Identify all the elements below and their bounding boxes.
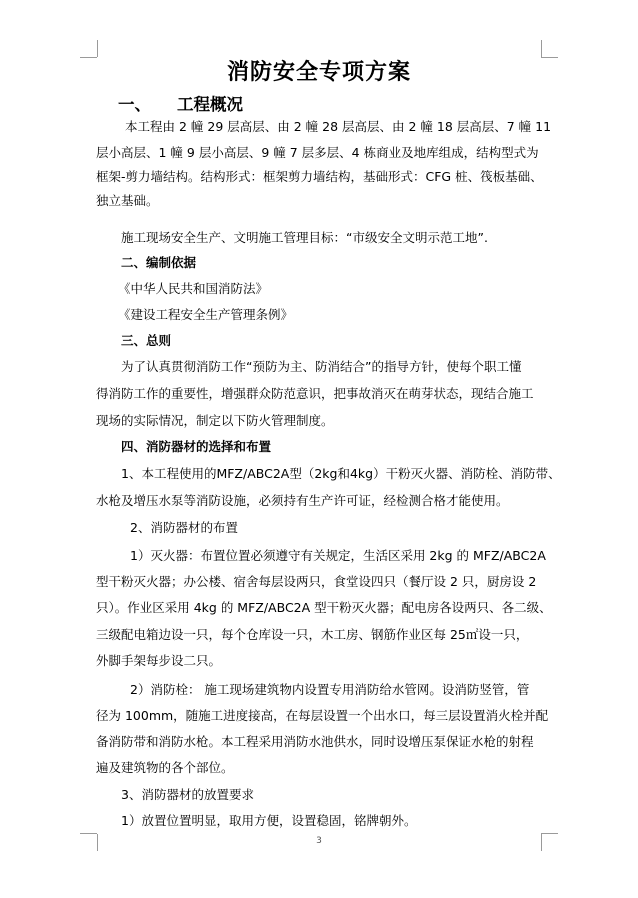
page-number: 3 — [316, 836, 322, 846]
section4-item2-2-line-2: 径为 100mm，随施工进度接高，在每层设置一个出水口，每三层设置消火栓并配 — [96, 708, 549, 723]
section1-goal: 施工现场安全生产、文明施工管理目标：“市级安全文明示范工地”. — [121, 230, 488, 245]
section1-title: 工程概况 — [177, 95, 243, 114]
section2-heading: 二、编制依据 — [121, 255, 197, 270]
crop-mark-bottom-left-h — [80, 833, 97, 834]
section4-item2-heading: 2、消防器材的布置 — [130, 520, 238, 535]
crop-mark-top-left-v — [97, 40, 98, 57]
section4-item2-1-line-2: 型干粉灭火器；办公楼、宿舍每层设两只，食堂设四只（餐厅设 2 只，厨房设 2 — [96, 574, 537, 589]
section2-item-2: 《建设工程安全生产管理条例》 — [118, 307, 294, 322]
section4-item2-1-line-5: 外脚手架每步设二只。 — [96, 653, 222, 668]
section2-item-1: 《中华人民共和国消防法》 — [118, 281, 269, 296]
section4-item2-1-line-1: 1）灭火器：布置位置必须遵守有关规定，生活区采用 2kg 的 MFZ/ABC2A — [130, 548, 546, 563]
section1-number: 一、 — [118, 95, 151, 114]
section4-item3-heading: 3、消防器材的放置要求 — [121, 787, 254, 802]
section3-line-3: 现场的实际情况，制定以下防火管理制度。 — [96, 413, 334, 428]
section4-item3-1: 1）放置位置明显，取用方便，设置稳固，铭牌朝外。 — [121, 813, 417, 828]
crop-mark-top-right-v — [541, 40, 542, 57]
section4-item2-2-line-1: 2）消防栓： 施工现场建筑物内设置专用消防给水管网。设消防竖管，管 — [130, 682, 530, 697]
section1-para-line-1: 本工程由 2 幢 29 层高层、由 2 幢 28 层高层、由 2 幢 18 层高层、7 幢 11 — [125, 119, 552, 134]
section3-line-1: 为了认真贯彻消防工作“预防为主、防消结合”的指导方针，使每个职工懂 — [121, 359, 522, 374]
section4-item2-1-line-3: 只）。作业区采用 4kg 的 MFZ/ABC2A 型干粉灭火器；配电房各设两只、各二级、 — [96, 600, 552, 615]
section4-heading: 四、消防器材的选择和布置 — [121, 439, 272, 454]
section4-item2-2-line-3: 备消防带和消防水枪。本工程采用消防水池供水，同时设增压泵保证水枪的射程 — [96, 734, 534, 749]
document-title: 消防安全专项方案 — [226, 60, 411, 85]
crop-mark-bottom-right-h — [541, 833, 558, 834]
section1-para-line-2: 层小高层、1 幢 9 层小高层、9 幢 7 层多层、4 栋商业及地库组成，结构型式为 — [96, 145, 539, 160]
section3-heading: 三、总则 — [121, 333, 172, 348]
section1-para-line-4: 独立基础。 — [96, 193, 159, 208]
section4-item2-1-line-4: 三级配电箱边设一只，每个仓库设一只，木工房、钢筋作业区每 25㎡设一只， — [96, 627, 529, 642]
section4-item2-2-line-4: 遍及建筑物的各个部位。 — [96, 760, 234, 775]
section4-item1-line-2: 水枪及增压水泵等消防设施，必须持有生产许可证，经检测合格才能使用。 — [96, 493, 509, 508]
section1-para-line-3: 框架-剪力墙结构。结构形式：框架剪力墙结构，基础形式：CFG 桩、筏板基础、 — [96, 169, 543, 184]
section4-item1-line-1: 1、本工程使用的MFZ/ABC2A型（2kg和4kg）干粉灭火器、消防栓、消防带、 — [121, 466, 561, 481]
section1-heading — [118, 94, 243, 116]
section3-line-2: 得消防工作的重要性，增强群众防范意识，把事故消灭在萌芽状态，现结合施工 — [96, 386, 534, 401]
